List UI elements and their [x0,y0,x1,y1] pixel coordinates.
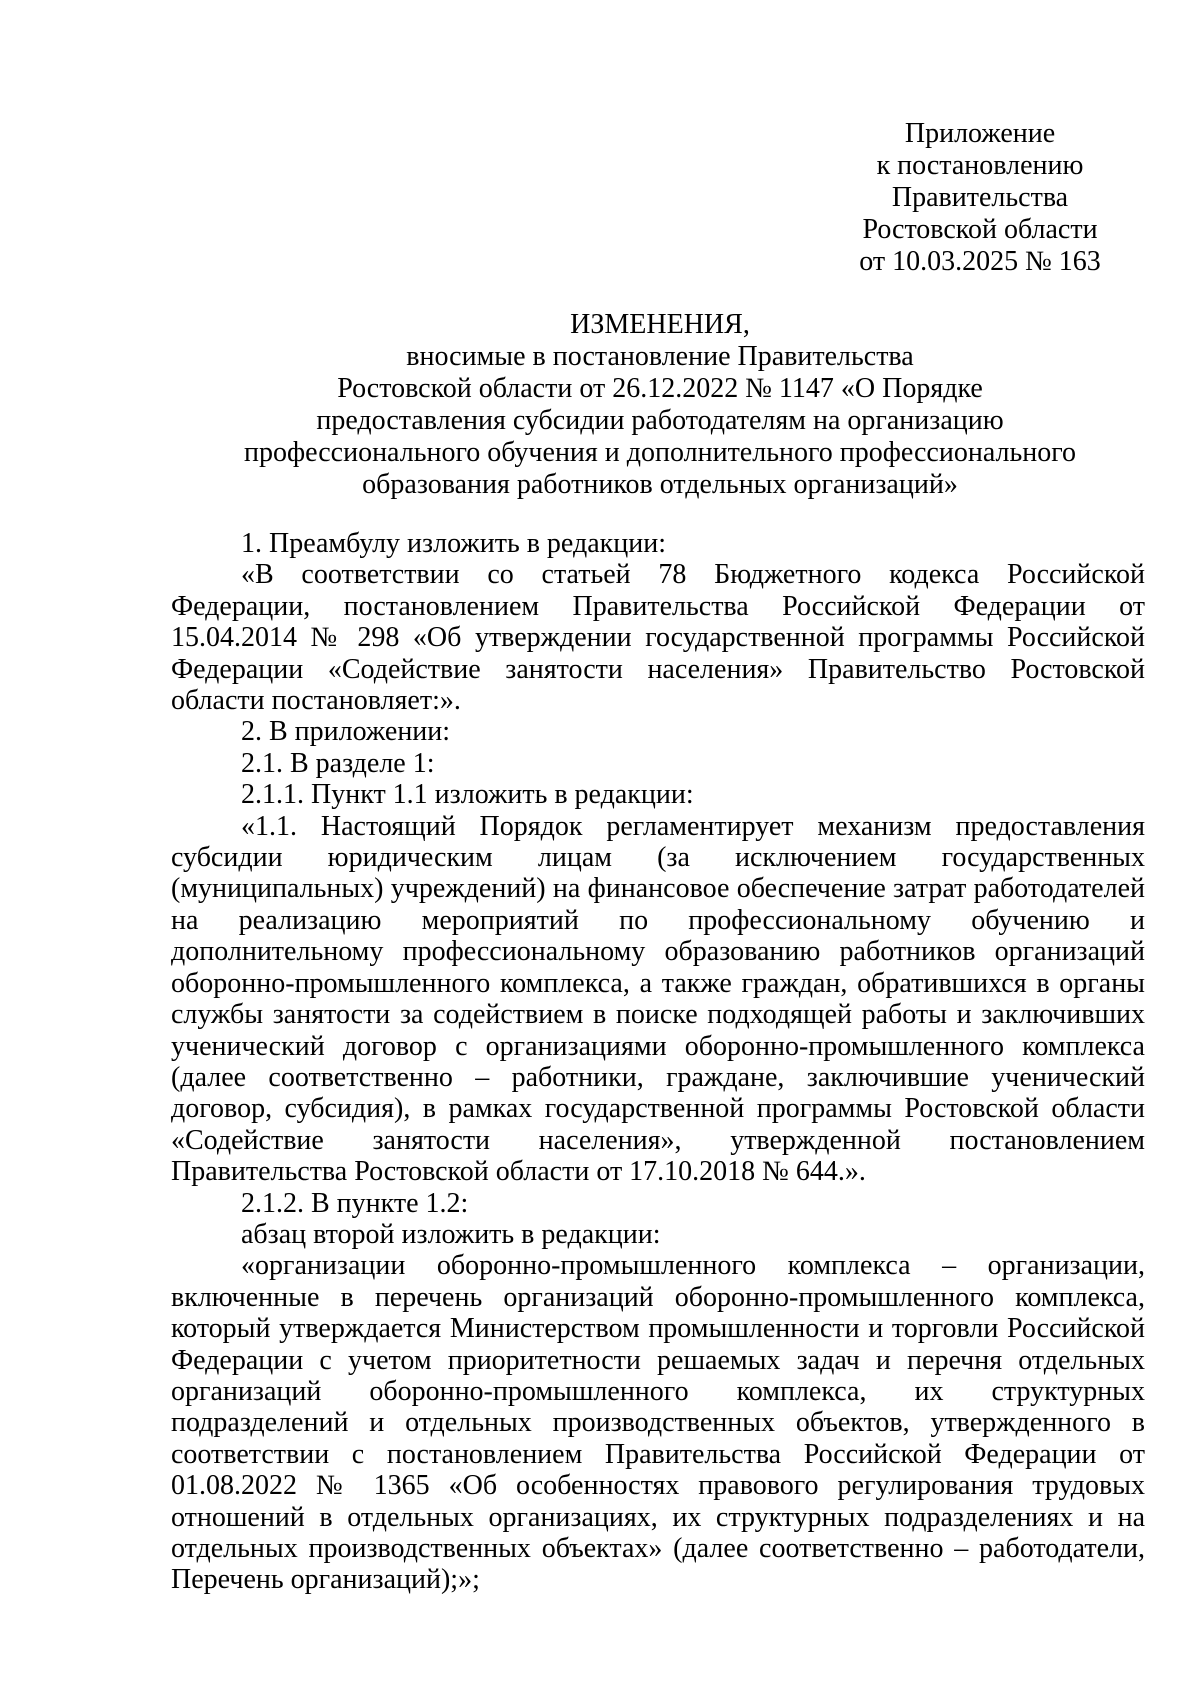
appendix-line-2: к постановлению [876,150,1084,181]
appendix-line-3: Правительства [891,182,1069,213]
paragraph-appendix-item: 2. В приложении: [241,716,451,748]
paragraph-item-2-1-2: 2.1.2. В пункте 1.2: [241,1187,469,1219]
paragraph-item-1-1-text: «1.1. Настоящий Порядок регламентирует механизм предоставления субсидии юридическим лицам (за исключением государственных (муниципальных) учреждений) на финансовое обеспечение затрат работодателей на реализацию мероприятий по профессиональному обучению и дополнительному профессиональному образованию работников организаций оборонно-промышленного комплекса, а также граждан, обратившихся в органы службы занятости за содействием в поиске подходящей работы и заключивших ученический договор с организациями оборонно-промышленного комплекса (далее соответственно – работники, граждане, заключившие ученический договор, субсидия), в рамках государственной программы Ростовской области «Содействие занятости населения», утвержденной постановлением Правительства Ростовской области от 17.10.2018 № 644.». [171,810,1145,1188]
appendix-block [840,118,1120,278]
title-heading: ИЗМЕНЕНИЯ, [570,309,750,340]
paragraph-section-1: 2.1. В разделе 1: [241,747,435,779]
title-line-1: вносимые в постановление Правительства [406,341,914,372]
paragraph-definition-text: «организации оборонно-промышленного комплекса – организации, включенные в перечень организаций оборонно-промышленного комплекса, который утверждается Министерством промышленности и торговли Российской Федерации с учетом приоритетности решаемых задач и перечня отдельных организаций оборонно-промышленного комплекса, их структурных подразделений и отдельных производственных объектов, утвержденного в соответствии с постановлением Правительства Российской Федерации от 01.08.2022 № 1365 «Об особенностях правового регулирования трудовых отношений в отдельных организациях, их структурных подразделениях и на отдельных производственных объектах» (далее соответственно – работодатели, Перечень организаций);»; [171,1250,1145,1596]
paragraph-item-2-1-1: 2.1.1. Пункт 1.1 изложить в редакции: [241,779,694,811]
paragraph-preamble-item: 1. Преамбулу изложить в редакции: [241,528,667,559]
title-line-3: предоставления субсидии работодателям на организацию [316,405,1004,436]
title-line-2: Ростовской области от 26.12.2022 № 1147 «О Порядке [337,373,983,404]
title-line-4: профессионального обучения и дополнительного профессионального [243,437,1077,468]
appendix-line-1: Приложение [904,118,1056,149]
document-body [171,528,1145,1596]
appendix-line-4: Ростовской области [862,214,1098,245]
title-line-5: образования работников отдельных организаций» [362,469,958,500]
paragraph-second-abzac: абзац второй изложить в редакции: [241,1218,661,1250]
appendix-line-5: от 10.03.2025 № 163 [859,246,1101,277]
document-title [170,309,1150,501]
paragraph-preamble-text: «В соответствии со статьей 78 Бюджетного кодекса Российской Федерации, постановлением Правительства Российской Федерации от 15.04.2014 № 298 «Об утверждении государственной программы Российской Федерации «Содействие занятости населения» Правительство Ростовской области постановляет:». [171,559,1145,717]
